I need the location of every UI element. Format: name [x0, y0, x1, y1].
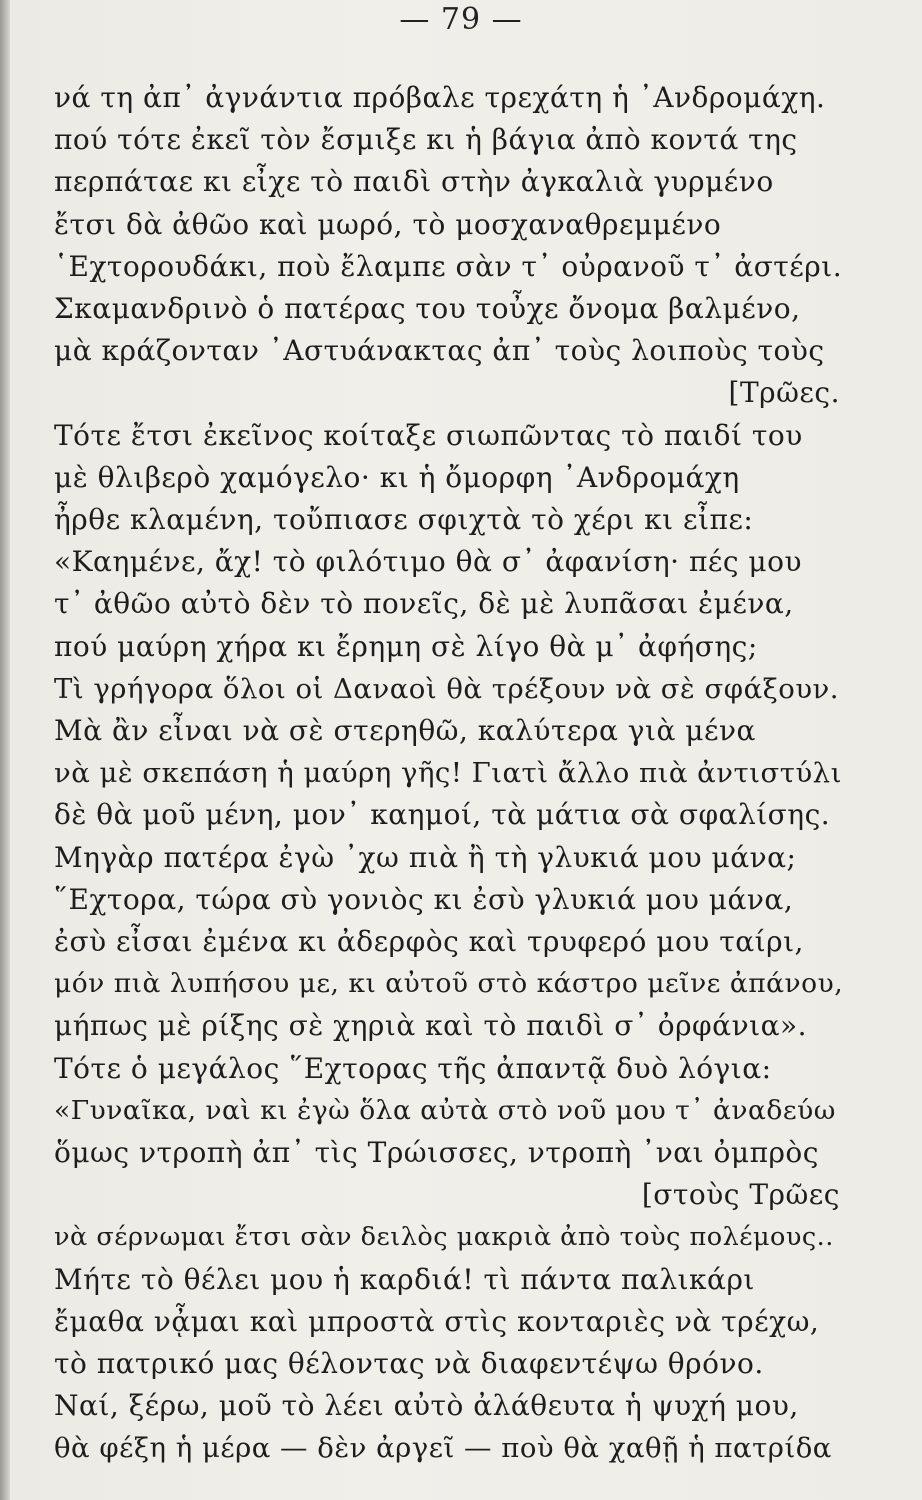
text-line: Τότε ὁ μεγάλος ῞Εχτορας τῆς ἀπαντᾷ δυὸ λόγια:: [54, 1051, 772, 1085]
text-line: «Γυναῖκα, ναὶ κι ἐγὼ ὅλα αὐτὰ στὸ νοῦ μου τ᾽ ἀναδεύω: [54, 1094, 836, 1126]
text-line: Μηγὰρ πατέρα ἐγὼ ᾽χω πιὰ ἢ τὴ γλυκιά μου μάνα;: [54, 840, 797, 874]
text-line: ἔμαθα νᾆμαι καὶ μπροστὰ στὶς κονταριὲς νὰ τρέχω,: [54, 1304, 820, 1338]
page-number: — 79 —: [399, 2, 523, 37]
text-line: ἐσὺ εἶσαι ἐμένα κι ἀδερφὸς καὶ τρυφερό μου ταίρι,: [54, 925, 804, 958]
text-line: ὅμως ντροπὴ ἀπ᾽ τὶς Τρώισσες, ντροπὴ ᾽ναι ὀμπρὸς: [54, 1136, 819, 1169]
text-line: Σκαμανδρινὸ ὁ πατέρας του τοὖχε ὄνομα βαλμένο,: [54, 292, 801, 325]
text-line: μὰ κράζονταν ᾽Αστυάνακτας ἀπ᾽ τοὺς λοιποὺς τοὺς: [54, 334, 825, 368]
text-line: περπάταε κι εἶχε τὸ παιδὶ στὴν ἀγκαλιὰ γυρμένο: [54, 165, 774, 199]
text-line: Ναί, ξέρω, μοῦ τὸ λέει αὐτὸ ἀλάθευτα ἡ ψυχή μου,: [54, 1389, 799, 1423]
text-line: πού τότε ἐκεῖ τὸν ἔσμιξε κι ἡ βάγια ἀπὸ κοντά της: [54, 123, 798, 157]
page-edge-shadow: [0, 0, 10, 1500]
text-line: μόν πιὰ λυπήσου με, κι αὐτοῦ στὸ κάστρο μεῖνε ἀπάνου,: [54, 968, 844, 1000]
text-line: νὰ μὲ σκεπάση ἡ μαύρη γῆς! Γιατὶ ἄλλο πιὰ ἀντιστύλι: [54, 757, 842, 790]
text-line: ῾Εχτορουδάκι, ποὺ ἔλαμπε σὰν τ᾽ οὐρανοῦ τ᾽ ἀστέρι.: [54, 249, 843, 283]
text-line: ἔτσι δὰ ἀθῶο καὶ μωρό, τὸ μοσχαναθρεμμένο: [54, 207, 722, 241]
text-line: Τότε ἔτσι ἐκεῖνος κοίταξε σιωπῶντας τὸ παιδί του: [54, 418, 803, 452]
text-line: [στοὺς Τρῶες: [641, 1178, 840, 1212]
text-line: ἦρθε κλαμένη, τοὔπιασε σφιχτὰ τὸ χέρι κι εἶπε:: [54, 503, 754, 536]
text-line: Μὰ ἂν εἶναι νὰ σὲ στερηθῶ, καλύτερα γιὰ μένα: [54, 714, 756, 747]
text-line: τ᾽ ἀθῶο αὐτὸ δὲν τὸ πονεῖς, δὲ μὲ λυπᾶσαι ἐμένα,: [54, 587, 794, 621]
text-line: νά τη ἀπ᾽ ἀγνάντια πρόβαλε τρεχάτη ἡ ᾽Ανδρομάχη.: [54, 81, 826, 114]
text-line: νὰ σέρνωμαι ἔτσι σὰν δειλὸς μακριὰ ἀπὸ τοὺς πολέμους..: [54, 1222, 834, 1253]
text-line: μὲ θλιβερὸ χαμόγελο· κι ἡ ὄμορφη ᾽Ανδρομάχη: [54, 460, 740, 494]
text-line: Τὶ γρήγορα ὅλοι οἱ Δαναοὶ θὰ τρέξουν νὰ σὲ σφάξουν.: [54, 672, 840, 705]
text-line: ῞Εχτορα, τώρα σὺ γονιὸς κι ἐσὺ γλυκιά μου μάνα,: [54, 882, 794, 916]
text-line: Μήτε τὸ θέλει μου ἡ καρδιά! τὶ πάντα παλικάρι: [54, 1262, 755, 1296]
text-line: τὸ πατρικό μας θέλοντας νὰ διαφεντέψω θρόνο.: [54, 1347, 764, 1380]
text-line: πού μαύρη χήρα κι ἔρημη σὲ λίγο θὰ μ᾽ ἀφήσης;: [54, 629, 758, 663]
text-line: «Καημένε, ἄχ! τὸ φιλότιμο θὰ σ᾽ ἀφανίση· πές μου: [54, 545, 803, 579]
text-line: δὲ θὰ μοῦ μένη, μον᾽ καημοί, τὰ μάτια σὰ σφαλίσης.: [54, 798, 831, 832]
text-line: μήπως μὲ ρίξης σὲ χηριὰ καὶ τὸ παιδὶ σ᾽ ὀρφάνια».: [54, 1009, 808, 1043]
text-line: [Τρῶες.: [728, 376, 840, 410]
text-line: θὰ φέξη ἡ μέρα — δὲν ἀργεῖ — ποὺ θὰ χαθῇ ἡ πατρίδα: [54, 1432, 832, 1465]
